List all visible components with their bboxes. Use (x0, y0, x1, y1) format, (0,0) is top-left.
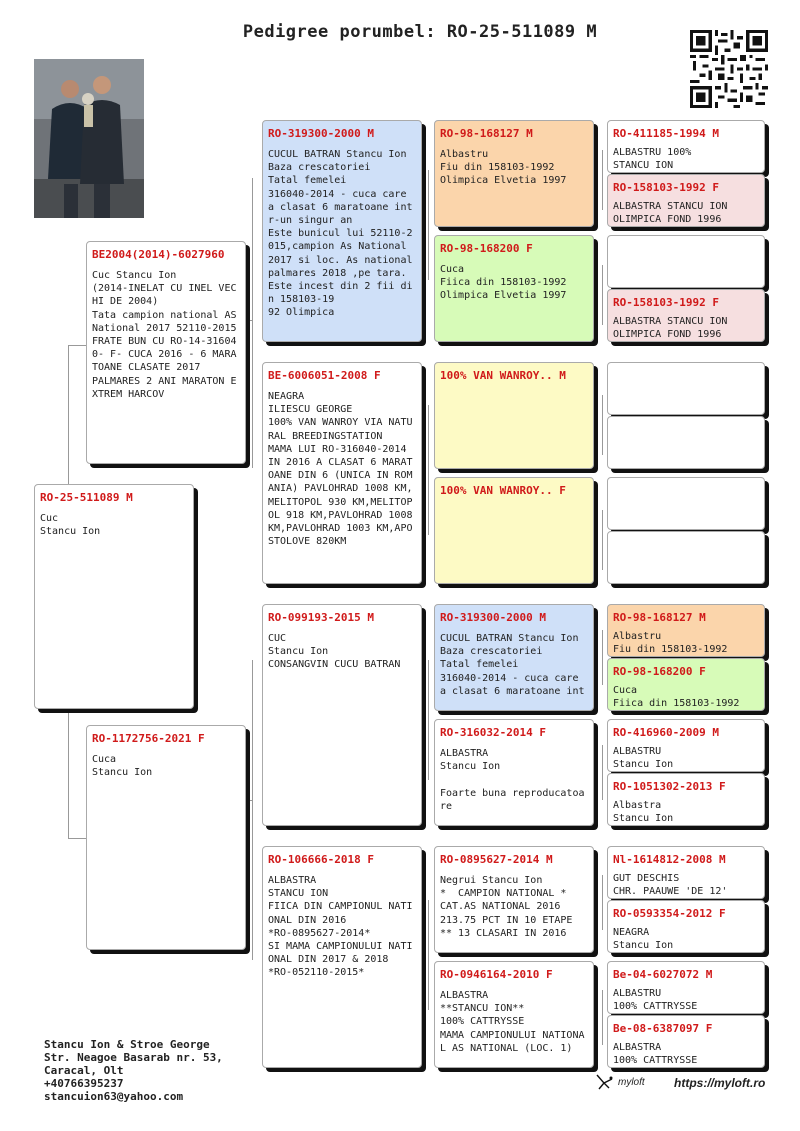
pigeon-description: Cuc Stancu Ion (40, 513, 101, 538)
pigeon-description: Cuca Fiica din 158103-1992 Olimpica Elvetia 1997 (440, 264, 567, 302)
ring-number: RO-25-511089 M (40, 491, 133, 504)
pigeon-description: GUT DESCHIS CHR. PAAUWE 'DE 12' (613, 873, 728, 898)
pigeon-card-mother[interactable] (86, 725, 246, 950)
owner-city: Caracal, Olt (44, 1064, 124, 1077)
ring-number: RO-98-168200 F (440, 242, 533, 255)
pigeon-description: ALBASTRU 100% STANCU ION (613, 147, 692, 172)
pigeon-card-g5-9[interactable] (607, 604, 765, 657)
pigeon-card-g5-15[interactable] (607, 961, 765, 1014)
pigeon-card-g5-1[interactable] (607, 120, 765, 173)
ring-number: 100% VAN WANROY.. F (440, 484, 566, 497)
pigeon-card-g5-6[interactable] (607, 416, 765, 469)
ring-number: RO-158103-1992 F (613, 181, 719, 194)
pigeon-description: ALBASTRA Stancu Ion Foarte buna reproducatoare (440, 748, 585, 812)
pigeon-card-g5-5[interactable] (607, 362, 765, 415)
ring-number: BE-6006051-2008 F (268, 369, 381, 382)
pigeon-card-g5-10[interactable] (607, 658, 765, 711)
ring-number: RO-319300-2000 M (268, 127, 374, 140)
pigeon-card-fmm[interactable] (434, 477, 594, 584)
pigeon-description: ALBASTRA 100% CATTRYSSE (613, 1042, 698, 1067)
pigeon-description: NEAGRA ILIESCU GEORGE 100% VAN WANROY VIA NATURAL BREEDINGSTATION MAMA LUI RO-316040-2014 IN 2016 A CLASAT 6 MARATOANE DIN 6 (UNICA IN ROMANIA) PAVLOHRAD 1008 KM,MELITOPOL 930 KM,MELITOPOL 918 KM,PAVLOHRAD 1008 KM,PAVLOHRAD 1003 KM,APOSTOLOVE 820KM (268, 391, 413, 548)
owner-name: Stancu Ion & Stroe George (44, 1038, 210, 1051)
pigeon-card-g5-4[interactable] (607, 289, 765, 342)
pigeon-card-g5-8[interactable] (607, 531, 765, 584)
pigeon-description: Cuc Stancu Ion (2014-INELAT CU INEL VECHI DE 2004) Tata campion national AS National 2017 52110-2015 FRATE BUN CU RO-14-316040- F- CUCA 2016 - 6 MARATOANE CLASATE 2017 PALMARES 2 ANI MARATON EXTREM HARCOV (92, 270, 237, 400)
pigeon-card-g5-16[interactable] (607, 1015, 765, 1068)
pigeon-description: Albastra Stancu Ion (613, 800, 674, 825)
ring-number: RO-316032-2014 F (440, 726, 546, 739)
pigeon-description: Albastru Fiu din 158103-1992 (613, 631, 728, 656)
ring-number: 100% VAN WANROY.. M (440, 369, 566, 382)
pigeon-description: ALBASTRA STANCU ION OLIMPICA FOND 1996 (613, 316, 728, 341)
ring-number: RO-98-168127 M (613, 611, 706, 624)
bird-logo-icon (595, 1073, 615, 1091)
ring-number: RO-1051302-2013 F (613, 780, 726, 793)
pigeon-description: Albastru Fiu din 158103-1992 Olimpica Elvetia 1997 (440, 149, 567, 187)
pigeon-card-fff[interactable] (434, 120, 594, 227)
brand-logo[interactable] (595, 1073, 645, 1091)
ring-number: RO-0895627-2014 M (440, 853, 553, 866)
owner-phone[interactable]: +40766395237 (44, 1077, 124, 1090)
pigeon-description: ALBASTRA STANCU ION OLIMPICA FOND 1996 (613, 201, 728, 226)
pigeon-description: ALBASTRU Stancu Ion (613, 746, 674, 771)
pigeon-card-g5-12[interactable] (607, 773, 765, 826)
pigeon-description: Cuca Fiica din 158103-1992 (613, 685, 740, 710)
ring-number: Be-08-6387097 F (613, 1022, 713, 1035)
pigeon-description: CUCUL BATRAN Stancu Ion Baza crescatoriei Tatal femelei 316040-2014 - cuca care a clasat 6 maratoane int (440, 633, 585, 697)
pigeon-description: CUCUL BATRAN Stancu Ion Baza crescatoriei Tatal femelei 316040-2014 - cuca care a clasat 6 maratoane intr-un singur an Este bunicul lui 52110-2015,campion As National 2017 si loc. As national palmares 2018 ,pe tara. Este incest din 2 fii din 158103-19 92 Olimpica (268, 149, 413, 319)
pigeon-card-g5-2[interactable] (607, 174, 765, 227)
pigeon-description: ALBASTRA **STANCU ION** 100% CATTRYSSE MAMA CAMPIONULUI NATIONAL AS NATIONAL (LOC. 1) (440, 990, 585, 1054)
pigeon-card-g5-3[interactable] (607, 235, 765, 288)
pigeon-card-mfm[interactable] (434, 719, 594, 826)
pigeon-card-father[interactable] (86, 241, 246, 464)
pigeon-card-fmf[interactable] (434, 362, 594, 469)
ring-number: Be-04-6027072 M (613, 968, 713, 981)
pigeon-card-mmm[interactable] (434, 961, 594, 1068)
owner-street: Str. Neagoe Basarab nr. 53, (44, 1051, 223, 1064)
ring-number: RO-98-168127 M (440, 127, 533, 140)
ring-number: RO-158103-1992 F (613, 296, 719, 309)
page-title: Pedigree porumbel: RO-25-511089 M (242, 22, 598, 42)
pigeon-card-mff[interactable] (434, 604, 594, 711)
pigeon-card-g5-14[interactable] (607, 900, 765, 953)
ring-number: RO-0593354-2012 F (613, 907, 726, 920)
pigeon-card-father-sire[interactable] (262, 120, 422, 342)
pigeon-description: ALBASTRA STANCU ION FIICA DIN CAMPIONUL NATIONAL DIN 2016 *RO-0895627-2014* SI MAMA CAMPIONULUI NATIONAL DIN 2017 & 2018 *RO-052110-2015* (268, 875, 413, 979)
pigeon-description: Cuca Stancu Ion (92, 754, 153, 779)
pigeon-card-g5-11[interactable] (607, 719, 765, 772)
ring-number: RO-416960-2009 M (613, 726, 719, 739)
ring-number: BE2004(2014)-6027960 (92, 248, 225, 261)
pigeon-description: NEAGRA Stancu Ion (613, 927, 674, 952)
ring-number: RO-1172756-2021 F (92, 732, 205, 745)
ring-number: RO-0946164-2010 F (440, 968, 553, 981)
qr-code-icon (690, 30, 768, 108)
pigeon-card-g5-7[interactable] (607, 477, 765, 530)
pigeon-card-mother-dam[interactable] (262, 846, 422, 1068)
owner-contact (44, 1038, 223, 1103)
pigeon-description: Negrui Stancu Ion * CAMPION NATIONAL * CAT.AS NATIONAL 2016 213.75 PCT IN 10 ETAPE ** 13 CLASARI IN 2016 (440, 875, 573, 939)
ring-number: RO-106666-2018 F (268, 853, 374, 866)
brand-url-link[interactable]: https://myloft.ro (674, 1076, 766, 1090)
pigeon-card-father-dam[interactable] (262, 362, 422, 584)
pigeon-card-mmf[interactable] (434, 846, 594, 953)
brand-name: myloft (618, 1076, 645, 1088)
pigeon-card-mother-sire[interactable] (262, 604, 422, 826)
pigeon-description: CUC Stancu Ion CONSANGVIN CUCU BATRAN (268, 633, 401, 671)
pigeon-card-subject[interactable] (34, 484, 194, 709)
pigeon-description: ALBASTRU 100% CATTRYSSE (613, 988, 698, 1013)
ring-number: Nl-1614812-2008 M (613, 853, 726, 866)
owner-email[interactable]: stancuion63@yahoo.com (44, 1090, 184, 1103)
ring-number: RO-411185-1994 M (613, 127, 719, 140)
pigeon-card-g5-13[interactable] (607, 846, 765, 899)
pigeon-card-ffm[interactable] (434, 235, 594, 342)
ring-number: RO-099193-2015 M (268, 611, 374, 624)
ring-number: RO-98-168200 F (613, 665, 706, 678)
ring-number: RO-319300-2000 M (440, 611, 546, 624)
pigeon-fanciers-photo (34, 59, 144, 218)
